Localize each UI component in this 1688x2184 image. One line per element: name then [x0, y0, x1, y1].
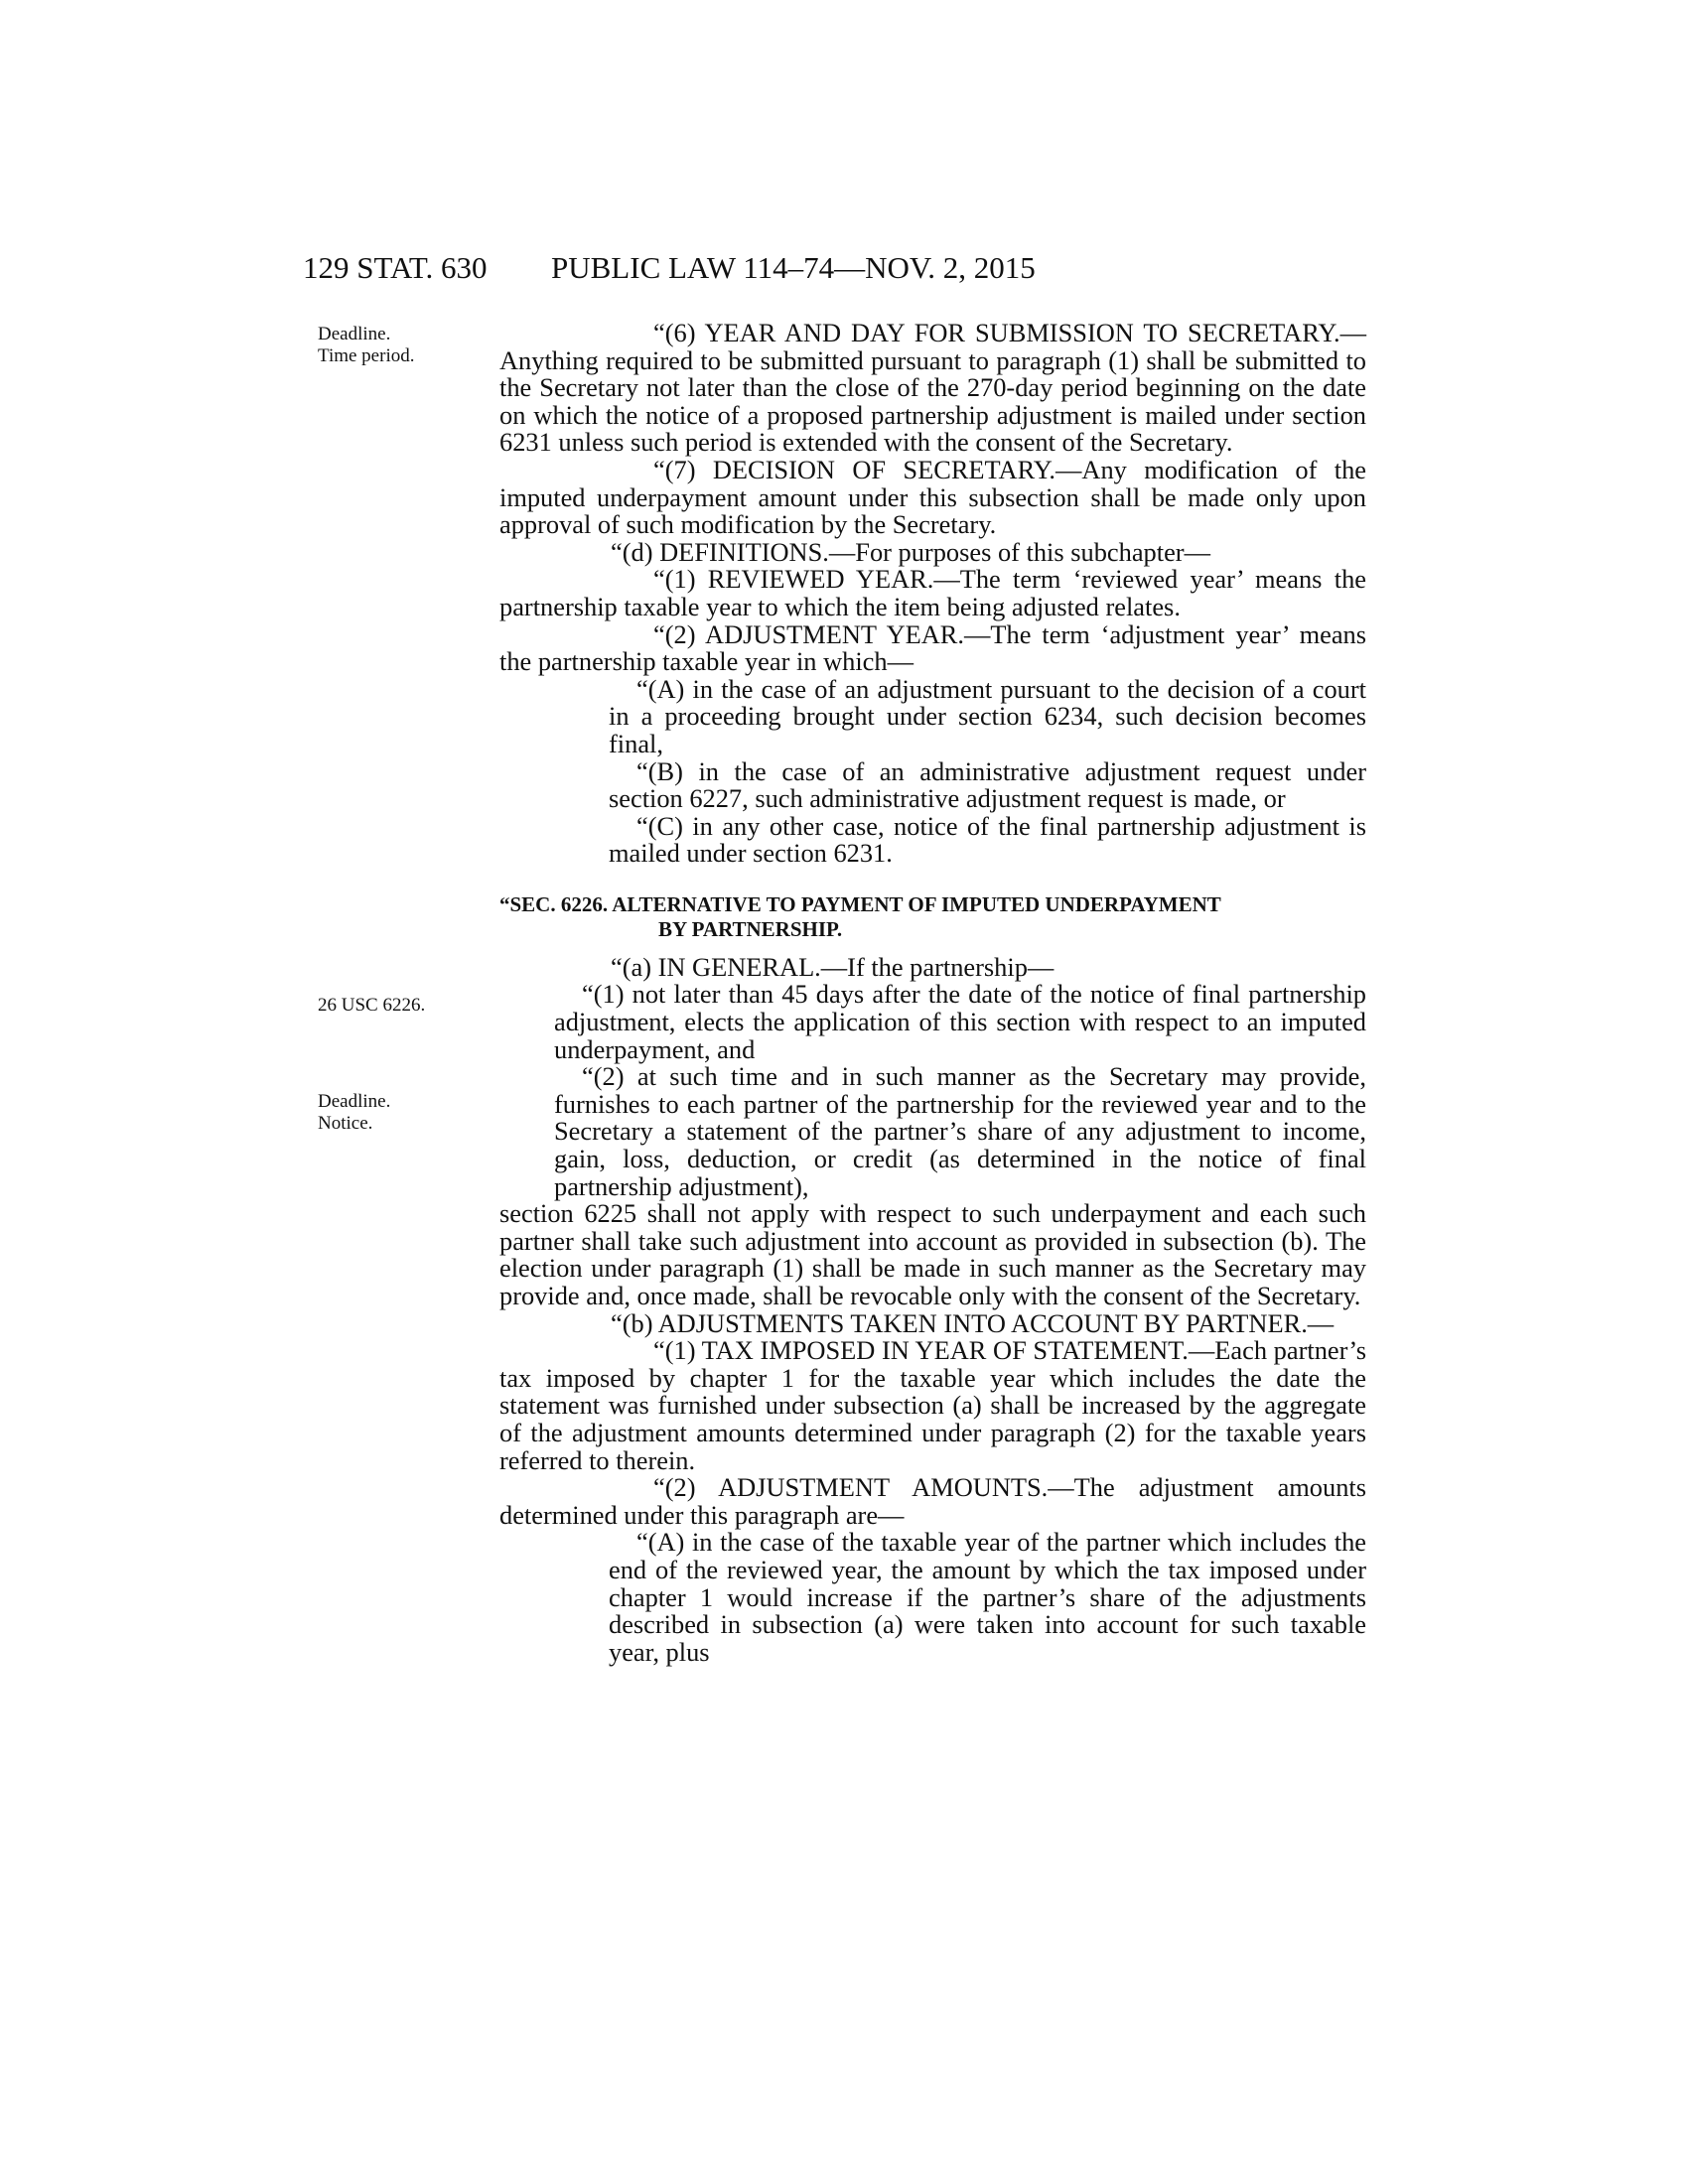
subsection-a-flush-text: section 6225 shall not apply with respect to such underpayment and each such partner shall take such adjustment into account as provided in subsection (b). The election under paragraph (1) shall be made in such manner as the Secretary may provide and, once made, shall be revocable only with the consent of the Secretary.: [499, 1198, 1366, 1310]
margin-note-line: Time period.: [318, 345, 415, 366]
margin-note-line: Deadline.: [318, 324, 391, 344]
margin-note-deadline-notice: [318, 1091, 457, 1135]
paragraph-b1: “(1) TAX IMPOSED IN YEAR OF STATEMENT.—Each partner’s tax imposed by chapter 1 for the taxable year which includes the date the statement was furnished under subsection (a) shall be increased by the aggregate of the adjustment amounts determined under paragraph (2) for the taxable years referred to therein.: [499, 1335, 1366, 1475]
subparagraph-d2C: “(C) in any other case, notice of the final partnership adjustment is mailed under section 6231.: [609, 810, 1366, 869]
margin-note-usc-citation: [318, 995, 457, 1017]
paragraph-d2: “(2) ADJUSTMENT YEAR.—The term ‘adjustment year’ means the partnership taxable year in which—: [499, 618, 1366, 677]
paragraph-a2: “(2) at such time and in such manner as the Secretary may provide, furnishes to each partner of the partnership for the reviewed year and to the Secretary a statement of the partner’s share of any adjustment to income, gain, loss, deduction, or credit (as determined in the notice of final partnership adjustment),: [554, 1061, 1366, 1201]
subsection-a: “(a) IN GENERAL.—If the partnership—: [611, 951, 1055, 982]
paragraph-d1: “(1) REVIEWED YEAR.—The term ‘reviewed year’ means the partnership taxable year to which the item being adjusted relates.: [499, 564, 1366, 621]
margin-note-deadline-time-period: [318, 324, 457, 367]
margin-note-line: Notice.: [318, 1113, 373, 1134]
statute-text: [499, 320, 1366, 1666]
section-heading-line-2: BY PARTNERSHIP.: [658, 916, 843, 941]
section-heading-line-1: “SEC. 6226. ALTERNATIVE TO PAYMENT OF IMPUTED UNDERPAYMENT: [499, 891, 1221, 916]
running-title: PUBLIC LAW 114–74—NOV. 2, 2015: [551, 250, 1036, 285]
page-header: [0, 250, 1688, 290]
stat-page-number: 129 STAT. 630: [303, 250, 488, 285]
paragraph-6: “(6) YEAR AND DAY FOR SUBMISSION TO SECRETARY.—Anything required to be submitted pursuant to paragraph (1) shall be submitted to the Secretary not later than the close of the 270-day period beginning on the date on which the notice of a proposed partnership adjustment is mailed under section 6231 unless such period is extended with the consent of the Secretary.: [499, 318, 1366, 458]
subsection-d: “(d) DEFINITIONS.—For purposes of this subchapter—: [611, 536, 1210, 567]
subparagraph-d2A: “(A) in the case of an adjustment pursuant to the decision of a court in a proceeding brought under section 6234, such decision becomes final,: [609, 673, 1366, 758]
section-heading: [499, 892, 1366, 942]
subsection-b: “(b) ADJUSTMENTS TAKEN INTO ACCOUNT BY PARTNER.—: [611, 1307, 1335, 1338]
margin-note-line: Deadline.: [318, 1091, 391, 1112]
paragraph-7: “(7) DECISION OF SECRETARY.—Any modification of the imputed underpayment amount under this subsection shall be made only upon approval of such modification by the Secretary.: [499, 454, 1366, 540]
margin-note-line: 26 USC 6226.: [318, 995, 426, 1016]
paragraph-a1: “(1) not later than 45 days after the date of the notice of final partnership adjustment, elects the application of this section with respect to an imputed underpayment, and: [554, 979, 1366, 1064]
paragraph-b2: “(2) ADJUSTMENT AMOUNTS.—The adjustment amounts determined under this paragraph are—: [499, 1472, 1366, 1530]
subparagraph-b2A: “(A) in the case of the taxable year of the partner which includes the end of the reviewed year, the amount by which the tax imposed under chapter 1 would increase if the partner’s share of the adjustments described in subsection (a) were taken into account for such taxable year, plus: [609, 1527, 1366, 1667]
subparagraph-d2B: “(B) in the case of an administrative adjustment request under section 6227, such administrative adjustment request is made, or: [609, 755, 1366, 814]
